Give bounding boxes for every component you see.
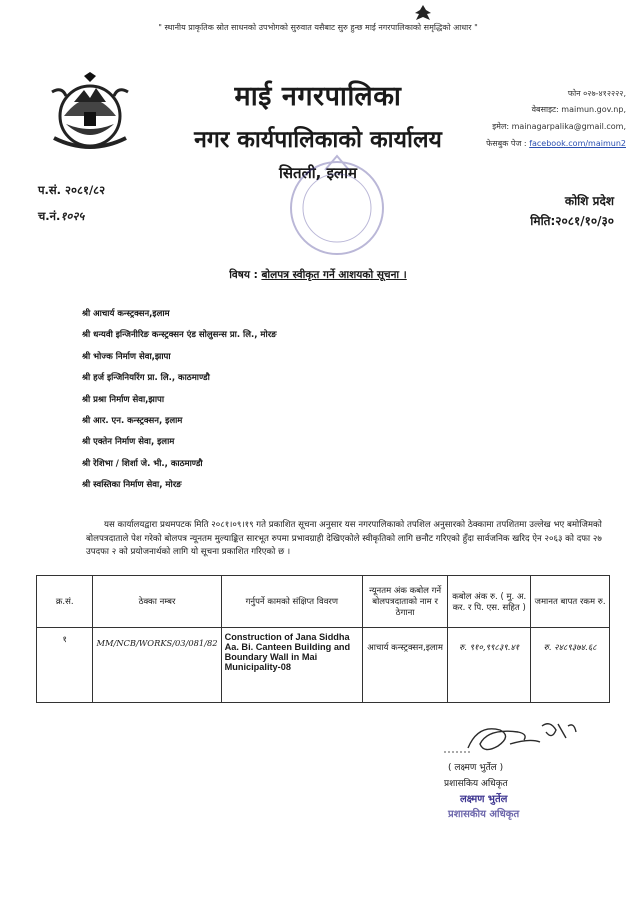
email-address[interactable]: mainagarpalika@gmail.com, (511, 122, 626, 131)
notice-body: यस कार्यालयद्वारा प्रथमपटक मिति २०८१।०९।१९ गते प्रकाशित सूचना अनुसार यस नगरपालिकाको तपशिल अनुसारको ठेक्कामा तपशितमा उल्लेख भए बमोजिमको बोलपत्रदाताले पेश गरेको बोलपत्र न्यूनतम मुल्याङ्कित सारभूत रुपमा प्रभावग्राही देखिएकोले स्वीकृतिको लागि छनौट गरिएको हुँदा सार्वजनिक खरिद ऐन २०६३ को दफा २७ उपदफा २ को प्रयोजनार्थको लागि यो सूचना प्रकाशित गरिएको छ । (86, 520, 602, 557)
dispatch-label: च.नं. (38, 209, 61, 223)
signer-title: प्रशासकिय अधिकृत (444, 779, 508, 789)
dispatch-number (38, 209, 84, 224)
office-location: सितली, इलाम (279, 164, 357, 182)
recipient-item: श्री आचार्य कन्स्ट्रक्सन,इलाम (82, 309, 170, 319)
contract-number: MM/NCB/WORKS/03/081/82 (93, 628, 221, 703)
province: कोशि प्रदेश (564, 194, 614, 208)
phone-number: फोन ०२७-४१२२२२, (567, 89, 626, 98)
signer-name: ( लक्ष्मण भुर्तेल ) (448, 763, 504, 773)
subject-label: विषय : (229, 269, 258, 281)
stamp-signer-title: प्रशासकीय अधिकृत (448, 809, 520, 820)
recipient-item: श्री धन्यवी इन्जिनीरिङ कन्स्ट्रक्सन एंड सोलुसन्स प्रा. लि., मोरङ (82, 330, 277, 341)
emblem-icon (412, 4, 434, 22)
bidder-name: आचार्य कन्स्ट्रक्सन,इलाम (363, 628, 448, 703)
handwritten-signature-icon (440, 718, 580, 762)
table-header-row (37, 576, 610, 628)
column-header: जमानत बापत रकम रु. (531, 576, 610, 628)
column-header: कबोल अंक रु. ( मु. अ. कर. र पि. एस. सहित ) (448, 576, 531, 628)
column-header: ठेक्का नम्बर (93, 576, 221, 628)
table-row (37, 628, 610, 703)
bid-table (36, 575, 610, 703)
recipient-item: श्री रेशिभा / शिर्शा जे. भी., काठमाण्डौ (82, 458, 203, 469)
facebook-link[interactable]: facebook.com/maimun2 (529, 139, 626, 148)
organization-name: माई नगरपालिका (234, 81, 402, 112)
dispatch-number-value: १०२५ (60, 209, 85, 223)
serial-number: १ (37, 628, 93, 703)
bid-amount: रु. ९१०,९९८३९.४१ (448, 628, 531, 703)
recipient-item: श्री हर्ज इन्जिनियरिंग प्रा. लि., काठमाण्डौ (82, 373, 210, 384)
column-header: न्यूनतम अंक कबोल गर्ने बोलपत्रदाताको नाम र ठेगाना (363, 576, 448, 628)
recipient-item: श्री प्रश्रा निर्माण सेवा,झापा (82, 394, 165, 405)
email-label: इमेल: (492, 122, 510, 131)
column-header: क्र.सं. (37, 576, 93, 628)
recipient-item: श्री एक्तेन निर्माण सेवा, इलाम (82, 437, 175, 448)
stamp-signer-name: लक्ष्मण भुर्तेल (460, 794, 508, 805)
office-name: नगर कार्यपालिकाको कार्यालय (194, 127, 442, 153)
subject-line (0, 268, 636, 282)
letter-date: मिति:२०८१/१०/३० (530, 214, 614, 228)
recipient-item: श्री भोज्क निर्माण सेवा,झापा (82, 351, 171, 362)
website: वेबसाइट: maimun.gov.np, (531, 105, 626, 114)
work-description: Construction of Jana Siddha Aa. Bi. Canteen Building and Boundary Wall in Mai Municipality-08 (221, 628, 362, 703)
office-stamp-icon (285, 150, 390, 265)
facebook-label: फेसबुक पेज : (486, 139, 527, 148)
subject-text: बोलपत्र स्वीकृत गर्ने आशयको सूचना । (261, 269, 407, 281)
letter-reference-number: प.सं. २०८१/८२ (38, 183, 106, 197)
recipient-list (82, 304, 277, 497)
recipient-item: श्री स्वस्तिका निर्माण सेवा, मोरङ (82, 480, 182, 491)
security-amount: रु. २४८९३७४.६८ (531, 628, 610, 703)
column-header: गर्नुपर्ने कामको संक्षिप्त विवरण (221, 576, 362, 628)
facebook-page (486, 138, 626, 149)
email (492, 121, 626, 132)
motto: " स्थानीय प्राकृतिक स्रोत साधनको उपभोगको सुरुवात यसैबाट सुरु हुन्छ माई नगरपालिकाको समृद्धिको आधार " (158, 23, 478, 32)
recipient-item: श्री आर. एन. कन्स्ट्रक्सन, इलाम (82, 416, 183, 427)
